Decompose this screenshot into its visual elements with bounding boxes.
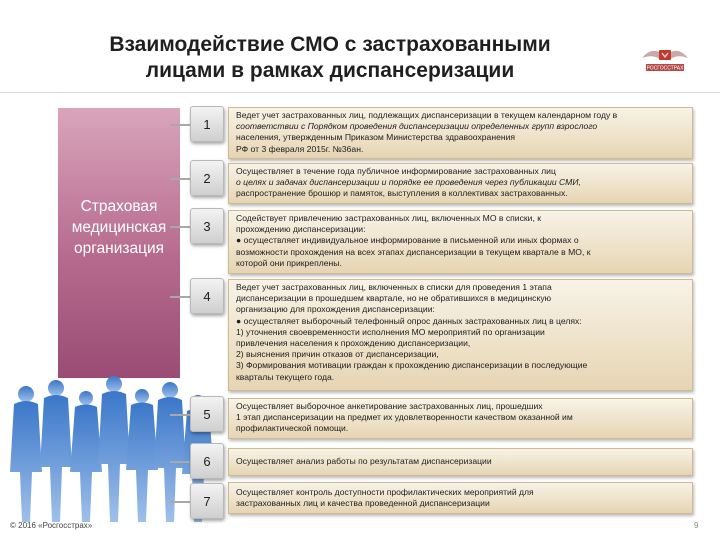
step-card-6 <box>228 448 693 476</box>
step-card-2 <box>228 163 693 204</box>
step-2-line: о целях и задачах диспансеризации и порядке ее проведения через публикации СМИ, <box>236 177 581 188</box>
step-3-line: Содействует привлечению застрахованных лиц, включенных МО в списки, к <box>236 213 541 223</box>
step-connector-5 <box>170 414 192 416</box>
org-label-line-1: Страховая <box>80 198 158 215</box>
step-4-line: 3) Формирования мотивации граждан к прохождению диспансеризации в последующие <box>236 360 588 371</box>
step-3-line: которой они прикреплены. <box>236 257 342 268</box>
step-4-line: диспансеризации в прошедшем квартале, но не обратившихся в медицинскую <box>236 293 552 304</box>
step-1-line: РФ от 3 февраля 2015г. №36ан. <box>236 143 364 154</box>
org-label-line-2: медицинская <box>71 219 167 236</box>
step-4-line: кварталы текущего года. <box>236 371 335 382</box>
step-6-line: Осуществляет анализ работы по результатам диспансеризации <box>236 456 492 467</box>
title-line-1: Взаимодействие СМО с застрахованными <box>109 33 551 56</box>
step-card-7 <box>228 482 693 514</box>
step-card-4 <box>228 279 693 391</box>
header-divider <box>0 92 720 93</box>
step-4-line: 1) уточнения своевременности исполнения МО мероприятий по организации <box>236 326 545 337</box>
rosgosstrakh-logo-icon <box>640 38 690 80</box>
step-connector-7 <box>170 501 192 503</box>
step-number-3: 3 <box>190 208 224 244</box>
step-number-5: 5 <box>190 396 224 432</box>
step-3-line: возможности прохождения на всех этапах диспансеризации в текущем квартале в МО, к <box>236 246 591 257</box>
step-number-7: 7 <box>190 483 224 519</box>
step-4-line: организацию для прохождения диспансеризации: <box>236 304 435 315</box>
step-connector-2 <box>170 178 192 180</box>
page-number: 9 <box>694 521 699 530</box>
step-connector-3 <box>170 226 192 228</box>
step-1-line: Ведет учет застрахованных лиц, подлежащих диспансеризации в текущем календарном году в <box>236 110 618 120</box>
step-1-line: населения, утвержденным Приказом Министерства здравоохранения <box>236 132 516 143</box>
step-card-1 <box>228 107 693 159</box>
people-silhouettes-image <box>8 372 218 522</box>
step-4-line: Ведет учет застрахованных лиц, включенных в списки для проведения 1 этапа <box>236 282 552 292</box>
step-number-4: 4 <box>190 278 224 314</box>
step-3-line: ● осуществляет индивидуальное информирование в письменной или иных формах о <box>236 235 579 246</box>
copyright-text: © 2016 «Росгосстрах» <box>10 521 93 530</box>
step-5-line: Осуществляет выборочное анкетирование застрахованных лиц, прошедших <box>236 401 543 411</box>
step-7-line: застрахованных лиц и качества проведенной диспансеризации <box>236 498 490 508</box>
step-card-5 <box>228 398 693 439</box>
step-5-line: профилактической помощи. <box>236 423 349 434</box>
step-2-line: распространение брошюр и памяток, выступления в коллективах застрахованных. <box>236 188 568 199</box>
step-1-line: соответствии с Порядком проведения диспансеризации определенных групп взрослого <box>236 121 598 132</box>
step-4-line: 2) выяснения причин отказов от диспансеризации, <box>236 349 439 360</box>
step-7-line: Осуществляет контроль доступности профилактических мероприятий для <box>236 486 534 497</box>
step-connector-6 <box>170 461 192 463</box>
step-connector-1 <box>170 124 192 126</box>
step-5-line: 1 этап диспансеризации на предмет их удовлетворенности качеством оказанной им <box>236 412 573 423</box>
svg-text:РОСГОССТРАХ: РОСГОССТРАХ <box>646 65 684 72</box>
title-line-2: лицами в рамках диспансеризации <box>145 59 515 82</box>
step-2-line: Осуществляет в течение года публичное информирование застрахованных лиц <box>236 166 556 176</box>
organization-label <box>58 196 180 259</box>
step-number-2: 2 <box>190 160 224 196</box>
step-3-line: прохождению диспансеризации: <box>236 224 366 235</box>
step-4-line: привлечения населения к прохождению диспансеризации, <box>236 338 471 349</box>
step-4-line: ● осуществляет выборочный телефонный опрос данных застрахованных лиц в целях: <box>236 315 582 326</box>
step-number-6: 6 <box>190 443 224 479</box>
step-card-3 <box>228 210 693 274</box>
step-number-1: 1 <box>190 106 224 142</box>
org-label-line-3: организация <box>73 240 165 257</box>
step-connector-4 <box>170 296 192 298</box>
page-title <box>95 32 565 84</box>
insurance-organization-panel <box>58 108 180 378</box>
